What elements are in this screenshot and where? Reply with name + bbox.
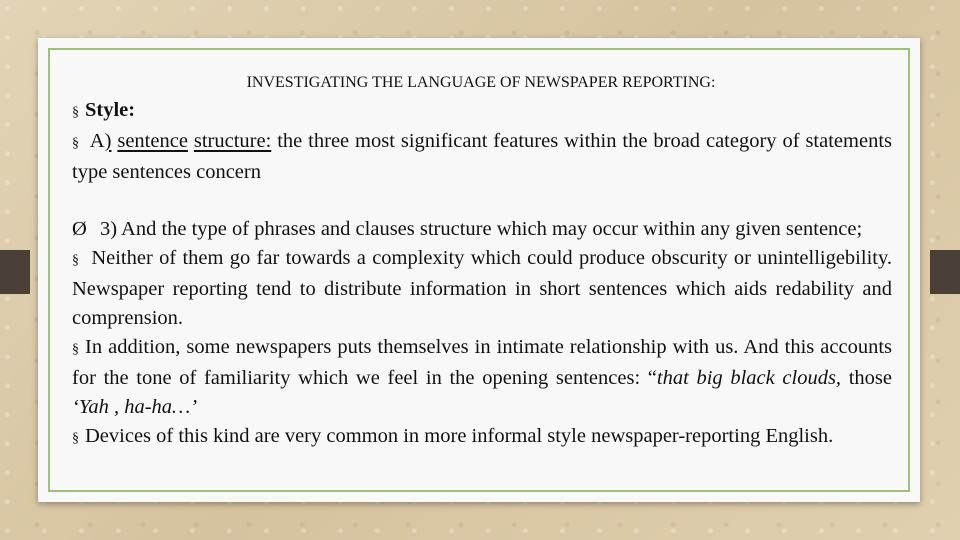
slide-title: INVESTIGATING THE LANGUAGE OF NEWSPAPER REPORTING: [246, 74, 716, 91]
square-bullet-icon: § [72, 136, 79, 151]
paragraph-devices: § Devices of this kind are very common in more informal style newspaper-reporting English. [72, 425, 834, 447]
right-decor-band [930, 250, 960, 294]
arrow-bullet-icon: Ø [72, 218, 87, 240]
paragraph-familiarity: § In addition, some newspapers puts themselves in intimate relationship with us. And this accounts for the tone of familiarity which we feel in the opening sentences: “that big black clouds, those ‘Yah , ha-ha…’ [72, 336, 892, 418]
square-bullet-icon: § [72, 105, 79, 120]
style-heading: § Style: [72, 99, 136, 121]
square-bullet-icon: § [72, 342, 79, 357]
paragraph-complexity: § Neither of them go far towards a complexity which could produce obscurity or unintelligebility. Newspaper reporting tend to distribute information in short sentences which aids redability and comprension. [72, 247, 893, 329]
slide [38, 38, 920, 502]
left-decor-band [0, 250, 30, 294]
square-bullet-icon: § [72, 431, 79, 446]
square-bullet-icon: § [72, 253, 79, 268]
paragraph-phrases-clauses: Ø 3) And the type of phrases and clauses structure which may occur within any given sentence; [72, 218, 863, 240]
paragraph-sentence-structure: § A) sentence structure: the three most significant features within the broad category of statements type sentences concern [72, 130, 892, 183]
slide-content [72, 96, 892, 453]
